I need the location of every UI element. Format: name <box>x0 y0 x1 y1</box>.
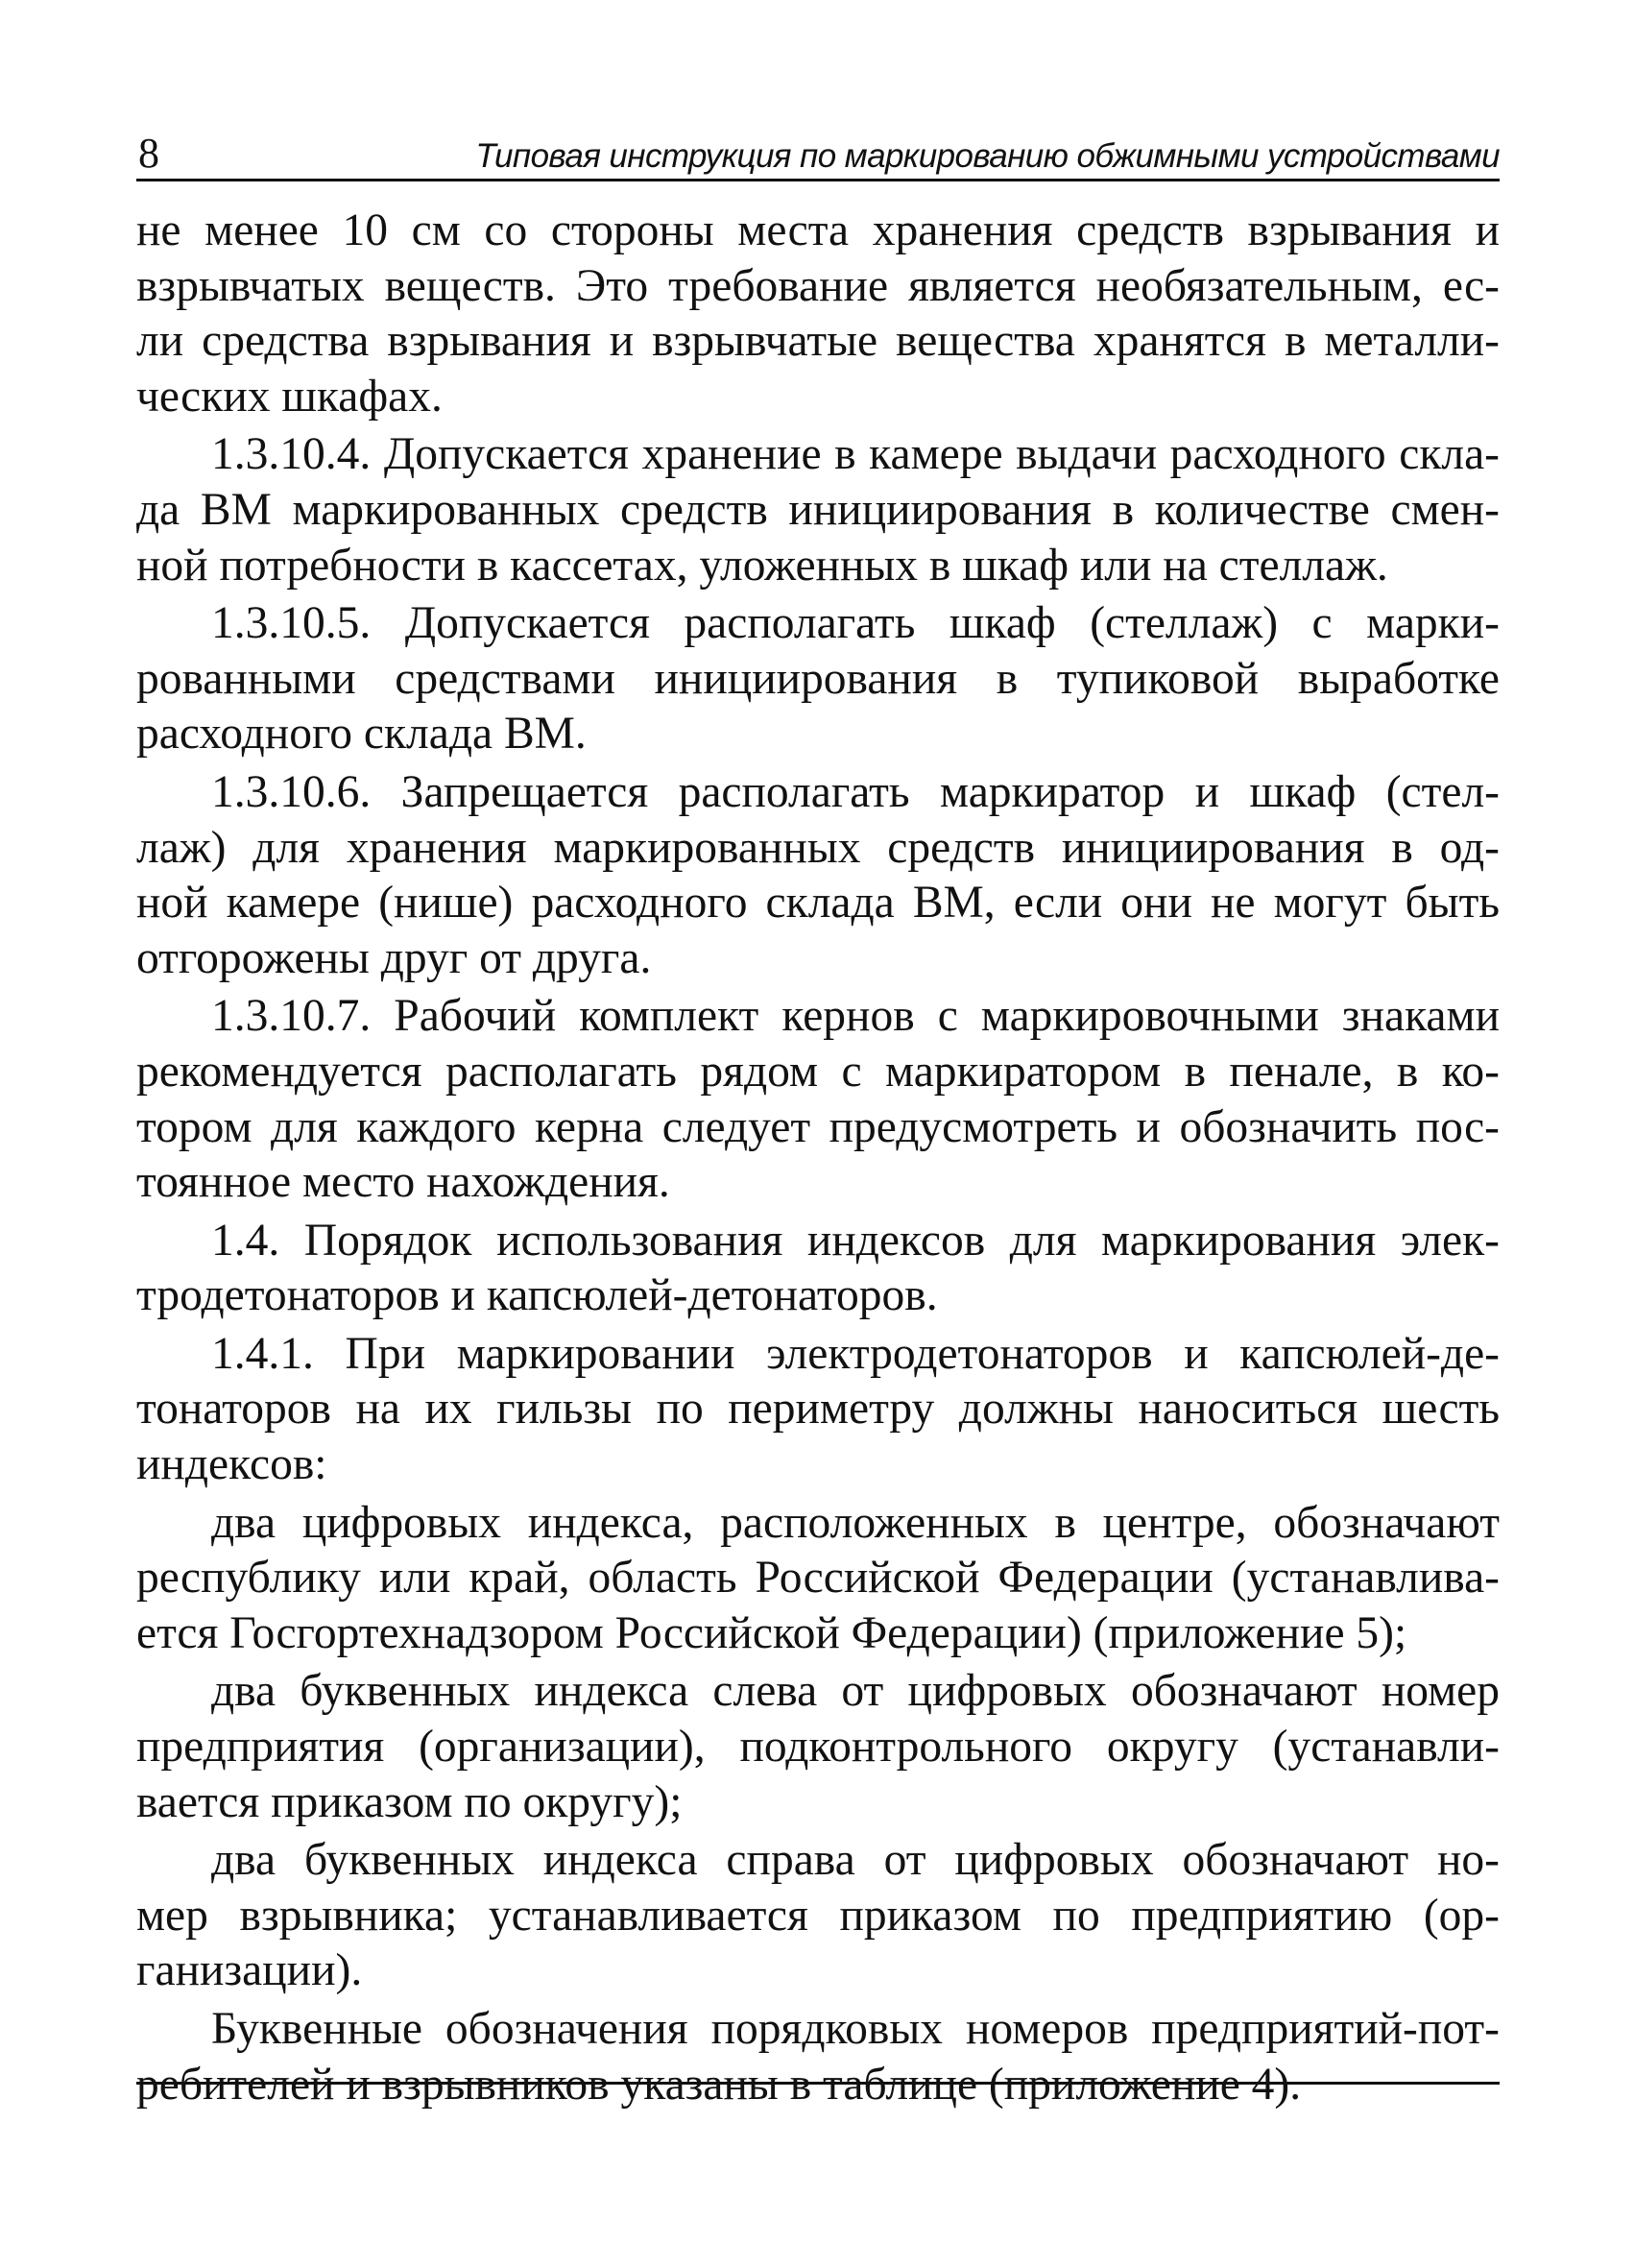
text-line: мер взрывника; устанавливается приказом по предприятию (ор- <box>136 1890 1500 1941</box>
text-line: отгорожены друг от друга. <box>136 932 652 983</box>
text-line: расходного склада ВМ. <box>136 709 587 760</box>
paragraph <box>136 1496 1500 1662</box>
text-line: 1.4.1. При маркировании электродетонаторов и капсюлей-де- <box>211 1328 1500 1379</box>
paragraph <box>136 596 1500 762</box>
text-line: индексов: <box>136 1439 327 1490</box>
text-line: ческих шкафах. <box>136 371 443 422</box>
text-line: ется Госгортехнадзором Российской Федерации) (приложение 5); <box>136 1607 1407 1658</box>
text-line: два цифровых индекса, расположенных в центре, обозначают <box>211 1497 1500 1548</box>
text-line: республику или край, область Российской Федерации (устанавлива- <box>136 1553 1500 1604</box>
text-line: рекомендуется располагать рядом с маркиратором в пенале, в ко- <box>136 1046 1500 1097</box>
paragraph <box>136 427 1500 593</box>
text-line: да ВМ маркированных средств инициирования в количестве смен- <box>136 484 1500 535</box>
document-body <box>136 204 1500 2112</box>
text-line: вается приказом по округу); <box>136 1776 683 1827</box>
text-line: 1.3.10.6. Запрещается располагать маркиратор и шкаф (стел- <box>211 766 1500 817</box>
page-number: 8 <box>138 130 159 177</box>
text-line: 1.4. Порядок использования индексов для маркирования элек- <box>211 1215 1500 1266</box>
paragraph <box>136 1327 1500 1493</box>
text-line: ребителей и взрывников указаны в таблице (приложение 4). <box>136 2059 1302 2110</box>
text-line: 1.3.10.5. Допускается располагать шкаф (стеллаж) с марки- <box>211 598 1500 649</box>
text-line: рованными средствами инициирования в тупиковой выработке <box>136 653 1500 704</box>
text-line: тоянное место нахождения. <box>136 1157 670 1208</box>
paragraph <box>136 1214 1500 1324</box>
text-line: не менее 10 см со стороны места хранения средств взрывания и <box>136 205 1500 255</box>
text-line: Буквенные обозначения порядковых номеров предприятий-пот- <box>211 2004 1500 2054</box>
text-line: тором для каждого керна следует предусмотреть и обозначить пос- <box>136 1101 1500 1152</box>
text-line: лаж) для хранения маркированных средств инициирования в од- <box>136 822 1500 873</box>
paragraph <box>136 1664 1500 1830</box>
text-line: взрывчатых веществ. Это требование является необязательным, ес- <box>136 260 1500 311</box>
text-line: предприятия (организации), подконтрольного округу (устанавли- <box>136 1722 1500 1773</box>
text-line: ганизации). <box>136 1945 363 1996</box>
paragraph <box>136 765 1500 986</box>
running-title: Типовая инструкция по маркированию обжимными устройствами <box>475 137 1500 175</box>
text-line: два буквенных индекса справа от цифровых обозначают но- <box>211 1835 1500 1886</box>
text-line: тонаторов на их гильзы по периметру должны наноситься шесть <box>136 1384 1500 1435</box>
text-line: тродетонаторов и капсюлей-детонаторов. <box>136 1270 938 1321</box>
paragraph <box>136 204 1500 424</box>
text-line: 1.3.10.7. Рабочий комплект кернов с маркировочными знаками <box>211 991 1500 1042</box>
text-line: ной потребности в кассетах, уложенных в шкаф или на стеллаж. <box>136 540 1388 591</box>
paragraph <box>136 989 1500 1210</box>
text-line: 1.3.10.4. Допускается хранение в камере выдачи расходного скла- <box>211 429 1500 480</box>
text-line: два буквенных индекса слева от цифровых обозначают номер <box>211 1666 1500 1717</box>
bottom-rule <box>136 2082 1500 2085</box>
text-line: ной камере (нише) расходного склада ВМ, если они не могут быть <box>136 878 1500 929</box>
paragraph <box>136 2002 1500 2112</box>
paragraph <box>136 1833 1500 1999</box>
text-line: ли средства взрывания и взрывчатые вещества хранятся в металли- <box>136 316 1500 367</box>
page-header <box>136 125 1500 181</box>
